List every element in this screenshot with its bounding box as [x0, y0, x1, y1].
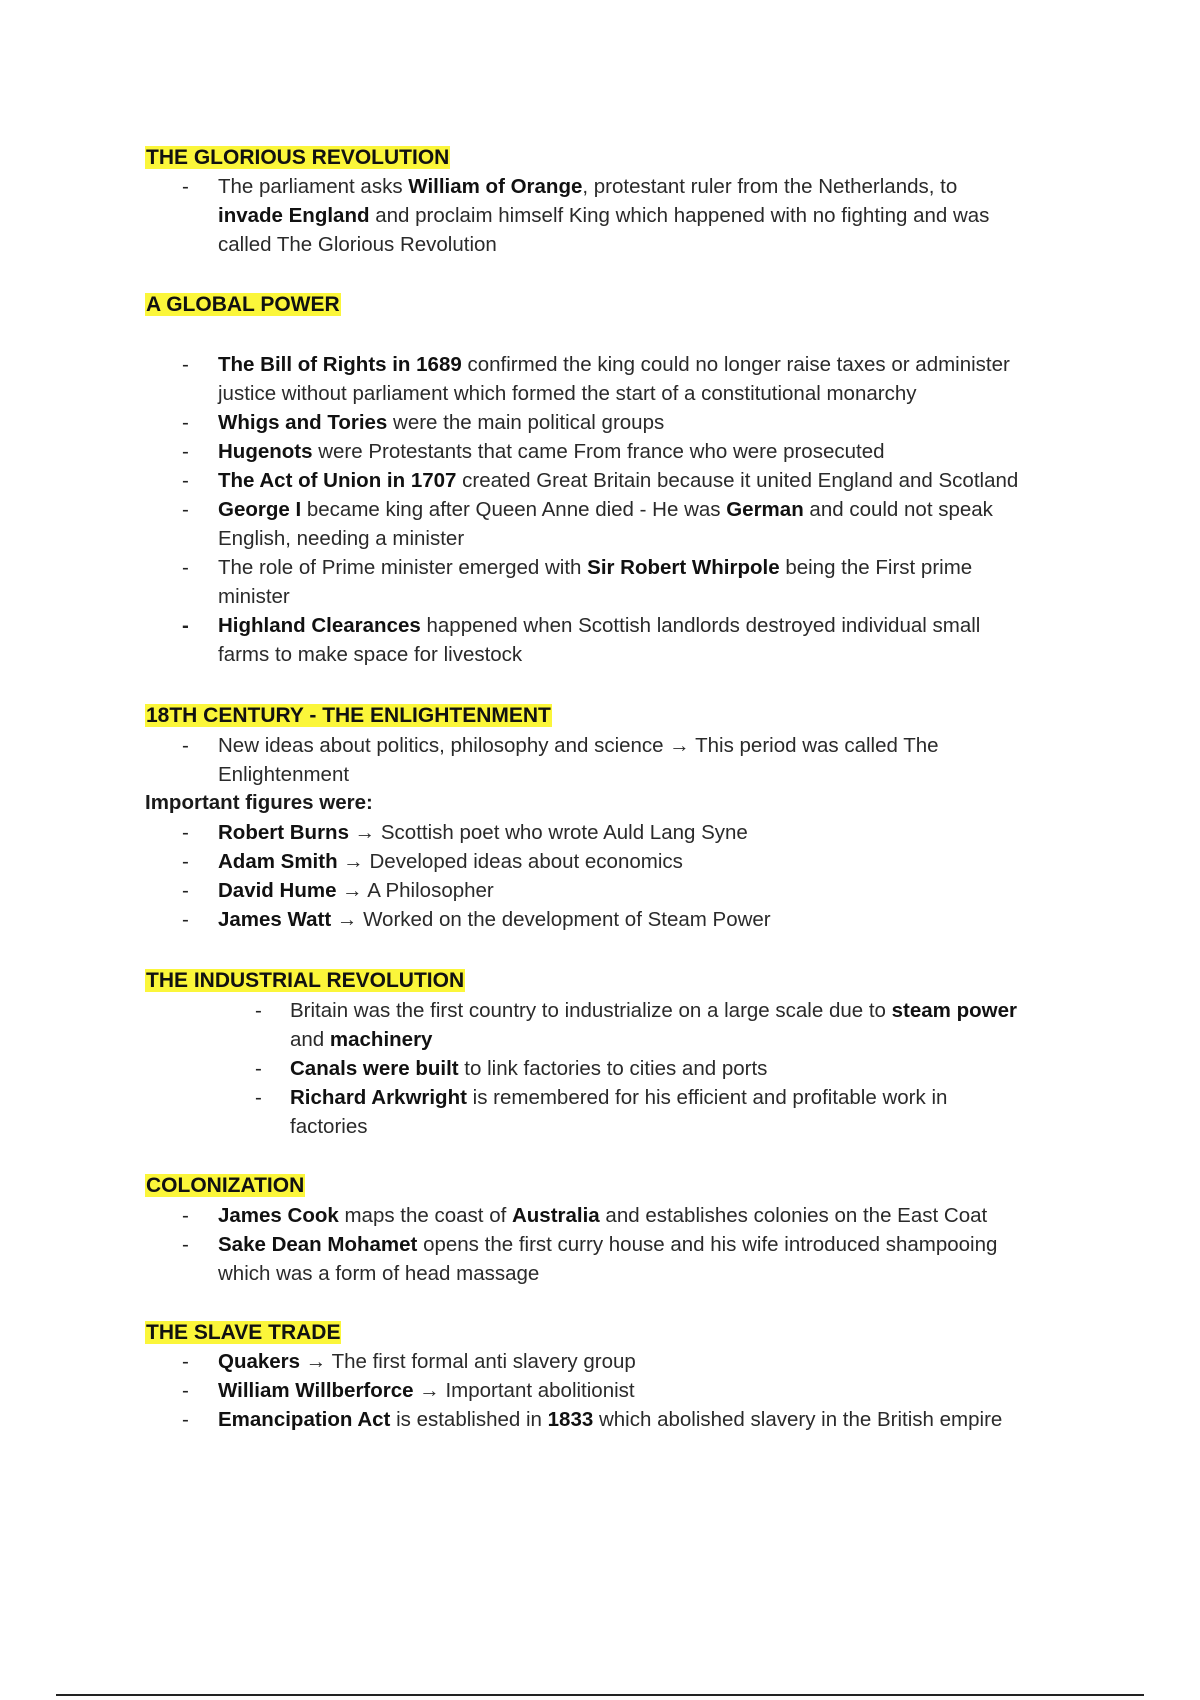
heading-slave-trade [145, 1320, 341, 1346]
heading-colonization [145, 1173, 305, 1199]
heading-text: THE INDUSTRIAL REVOLUTION [146, 969, 465, 992]
heading-text: 18TH CENTURY - THE ENLIGHTENMENT [146, 704, 551, 727]
heading-text: COLONIZATION [146, 1174, 305, 1197]
bullet-dash: - [182, 1379, 189, 1402]
heading-glorious-revolution [145, 145, 450, 171]
bullet-dash: - [182, 734, 189, 757]
bullet-dash: - [182, 469, 189, 492]
list-item: - Robert Burns → Scottish poet who wrote Auld Lang Syne [218, 818, 1098, 847]
list-item: - Adam Smith → Developed ideas about economics [218, 847, 1098, 876]
heading-global-power [145, 292, 341, 318]
list-slave-trade [182, 1347, 1098, 1434]
list-item: - Whigs and Tories were the main political groups [218, 408, 1098, 437]
list-item: - Canals were built to link factories to cities and ports [290, 1054, 1090, 1083]
bullet-dash: - [182, 1204, 189, 1227]
list-item: - Richard Arkwright is remembered for his efficient and profitable work in factories [290, 1083, 1090, 1141]
list-enlightenment [182, 731, 1098, 789]
heading-industrial-revolution [145, 968, 465, 994]
bullet-dash: - [255, 999, 262, 1022]
heading-text: A GLOBAL POWER [146, 293, 340, 316]
footer-divider [56, 1694, 1144, 1696]
list-item: - James Watt → Worked on the development of Steam Power [218, 905, 1098, 934]
list-item: - David Hume → A Philosopher [218, 876, 1098, 905]
list-item: - New ideas about politics, philosophy and science → This period was called The Enlightenment [218, 731, 1098, 789]
bullet-dash: - [182, 556, 189, 579]
important-figures-label: Important figures were: [145, 791, 373, 814]
bullet-dash: - [182, 498, 189, 521]
list-item: - Hugenots were Protestants that came From france who were prosecuted [218, 437, 1098, 466]
bullet-dash: - [182, 879, 189, 902]
bullet-dash: - [182, 1233, 189, 1256]
bullet-dash: - [182, 1408, 189, 1431]
list-item: - The Bill of Rights in 1689 confirmed the king could no longer raise taxes or administer justice without parliament which formed the start of a constitutional monarchy [218, 350, 1098, 408]
list-item: - Emancipation Act is established in 1833 which abolished slavery in the British empire [218, 1405, 1098, 1434]
list-important-figures [182, 818, 1098, 934]
bullet-dash: - [182, 821, 189, 844]
bullet-dash: - [182, 175, 189, 198]
list-item: - Sake Dean Mohamet opens the first curry house and his wife introduced shampooing which was a form of head massage [218, 1230, 1098, 1288]
list-item: - George I became king after Queen Anne died - He was German and could not speak English, needing a minister [218, 495, 1098, 553]
heading-enlightenment [145, 703, 552, 729]
list-glorious-revolution [182, 172, 1098, 259]
list-industrial-revolution [255, 996, 1090, 1141]
bullet-dash: - [182, 440, 189, 463]
bullet-dash: - [182, 850, 189, 873]
list-item: - Quakers → The first formal anti slavery group [218, 1347, 1098, 1376]
bullet-dash: - [182, 614, 189, 637]
heading-text: THE GLORIOUS REVOLUTION [146, 146, 450, 169]
heading-text: THE SLAVE TRADE [146, 1321, 341, 1344]
list-item: - William Willberforce → Important abolitionist [218, 1376, 1098, 1405]
bullet-dash: - [255, 1086, 262, 1109]
list-item: - Highland Clearances happened when Scottish landlords destroyed individual small farms to make space for livestock [218, 611, 1098, 669]
list-item: - The role of Prime minister emerged with Sir Robert Whirpole being the First prime minister [218, 553, 1098, 611]
list-global-power [182, 350, 1098, 669]
bullet-dash: - [255, 1057, 262, 1080]
list-colonization [182, 1201, 1098, 1288]
bullet-dash: - [182, 908, 189, 931]
list-item: - The parliament asks William of Orange, protestant ruler from the Netherlands, to invade England and proclaim himself King which happened with no fighting and was called The Glorious Revolution [218, 172, 1098, 259]
bullet-dash: - [182, 411, 189, 434]
bullet-dash: - [182, 353, 189, 376]
list-item: - Britain was the first country to industrialize on a large scale due to steam power and machinery [290, 996, 1090, 1054]
list-item: - James Cook maps the coast of Australia and establishes colonies on the East Coat [218, 1201, 1098, 1230]
bullet-dash: - [182, 1350, 189, 1373]
list-item: - The Act of Union in 1707 created Great Britain because it united England and Scotland [218, 466, 1098, 495]
